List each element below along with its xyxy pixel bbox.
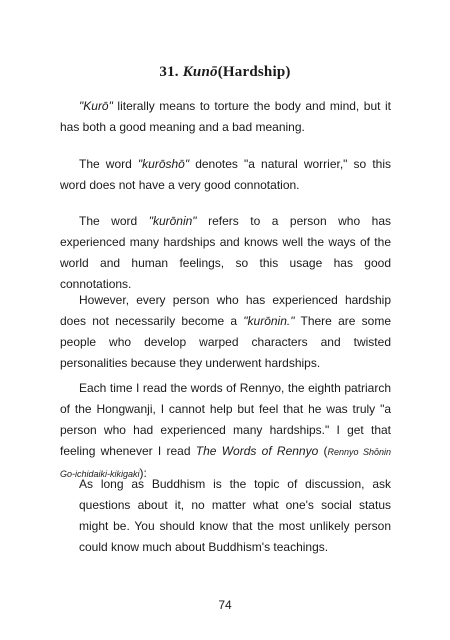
page-number: 74	[218, 598, 232, 612]
book-title: The Words of Rennyo	[195, 444, 319, 458]
paragraph-2	[60, 154, 391, 196]
paragraph-3	[60, 211, 391, 295]
chapter-subtitle: (Hardship)	[217, 64, 291, 80]
term-kuro: "Kurō"	[79, 99, 113, 113]
term-kuronin: "kurōnin"	[148, 214, 197, 228]
book-title-japanese: Rennyo Shōnin Go-ichidaiki-kikigaki	[60, 447, 391, 479]
paragraph-4	[60, 290, 391, 374]
paragraph-5-pre: Each time I read the words of Rennyo, the eighth patriarch of the Hongwanji, I cannot help but feel that he was truly "a person who had experienced many hardships." I get that feeling whenever I read	[60, 381, 391, 458]
block-quote: As long as Buddhism is the topic of discussion, ask questions about it, no matter what one's social status might be. You should know that the most unlikely person could know much about Buddhism's teachings.	[79, 477, 391, 554]
paragraph-3-pre: The word	[79, 214, 149, 228]
paren-open: (	[323, 444, 328, 458]
paragraph-5	[60, 378, 391, 485]
chapter-number: 31.	[159, 64, 179, 80]
paragraph-2-text: denotes "a natural worrier," so this word does not have a very good connotation.	[60, 157, 391, 192]
chapter-term: Kunō	[182, 64, 218, 80]
paragraph-3-text: refers to a person who has experienced many hardships and knows well the ways of the world and human feelings, so this usage has good connotations.	[60, 214, 391, 291]
paren-close: ):	[139, 466, 147, 480]
paragraph-4-text: There are some people who develop warped characters and twisted personalities because they underwent hardships.	[60, 314, 391, 370]
paragraph-1	[60, 96, 391, 138]
term-kuronin-2: "kurōnin."	[243, 314, 295, 328]
chapter-title	[0, 64, 450, 81]
paragraph-1-text: literally means to torture the body and mind, but it has both a good meaning and a bad meaning.	[60, 99, 391, 134]
term-kurosho: "kurōshō"	[137, 157, 190, 171]
paragraph-4-pre: However, every person who has experienced hardship does not necessarily become a	[60, 293, 391, 328]
paragraph-2-pre: The word	[79, 157, 138, 171]
